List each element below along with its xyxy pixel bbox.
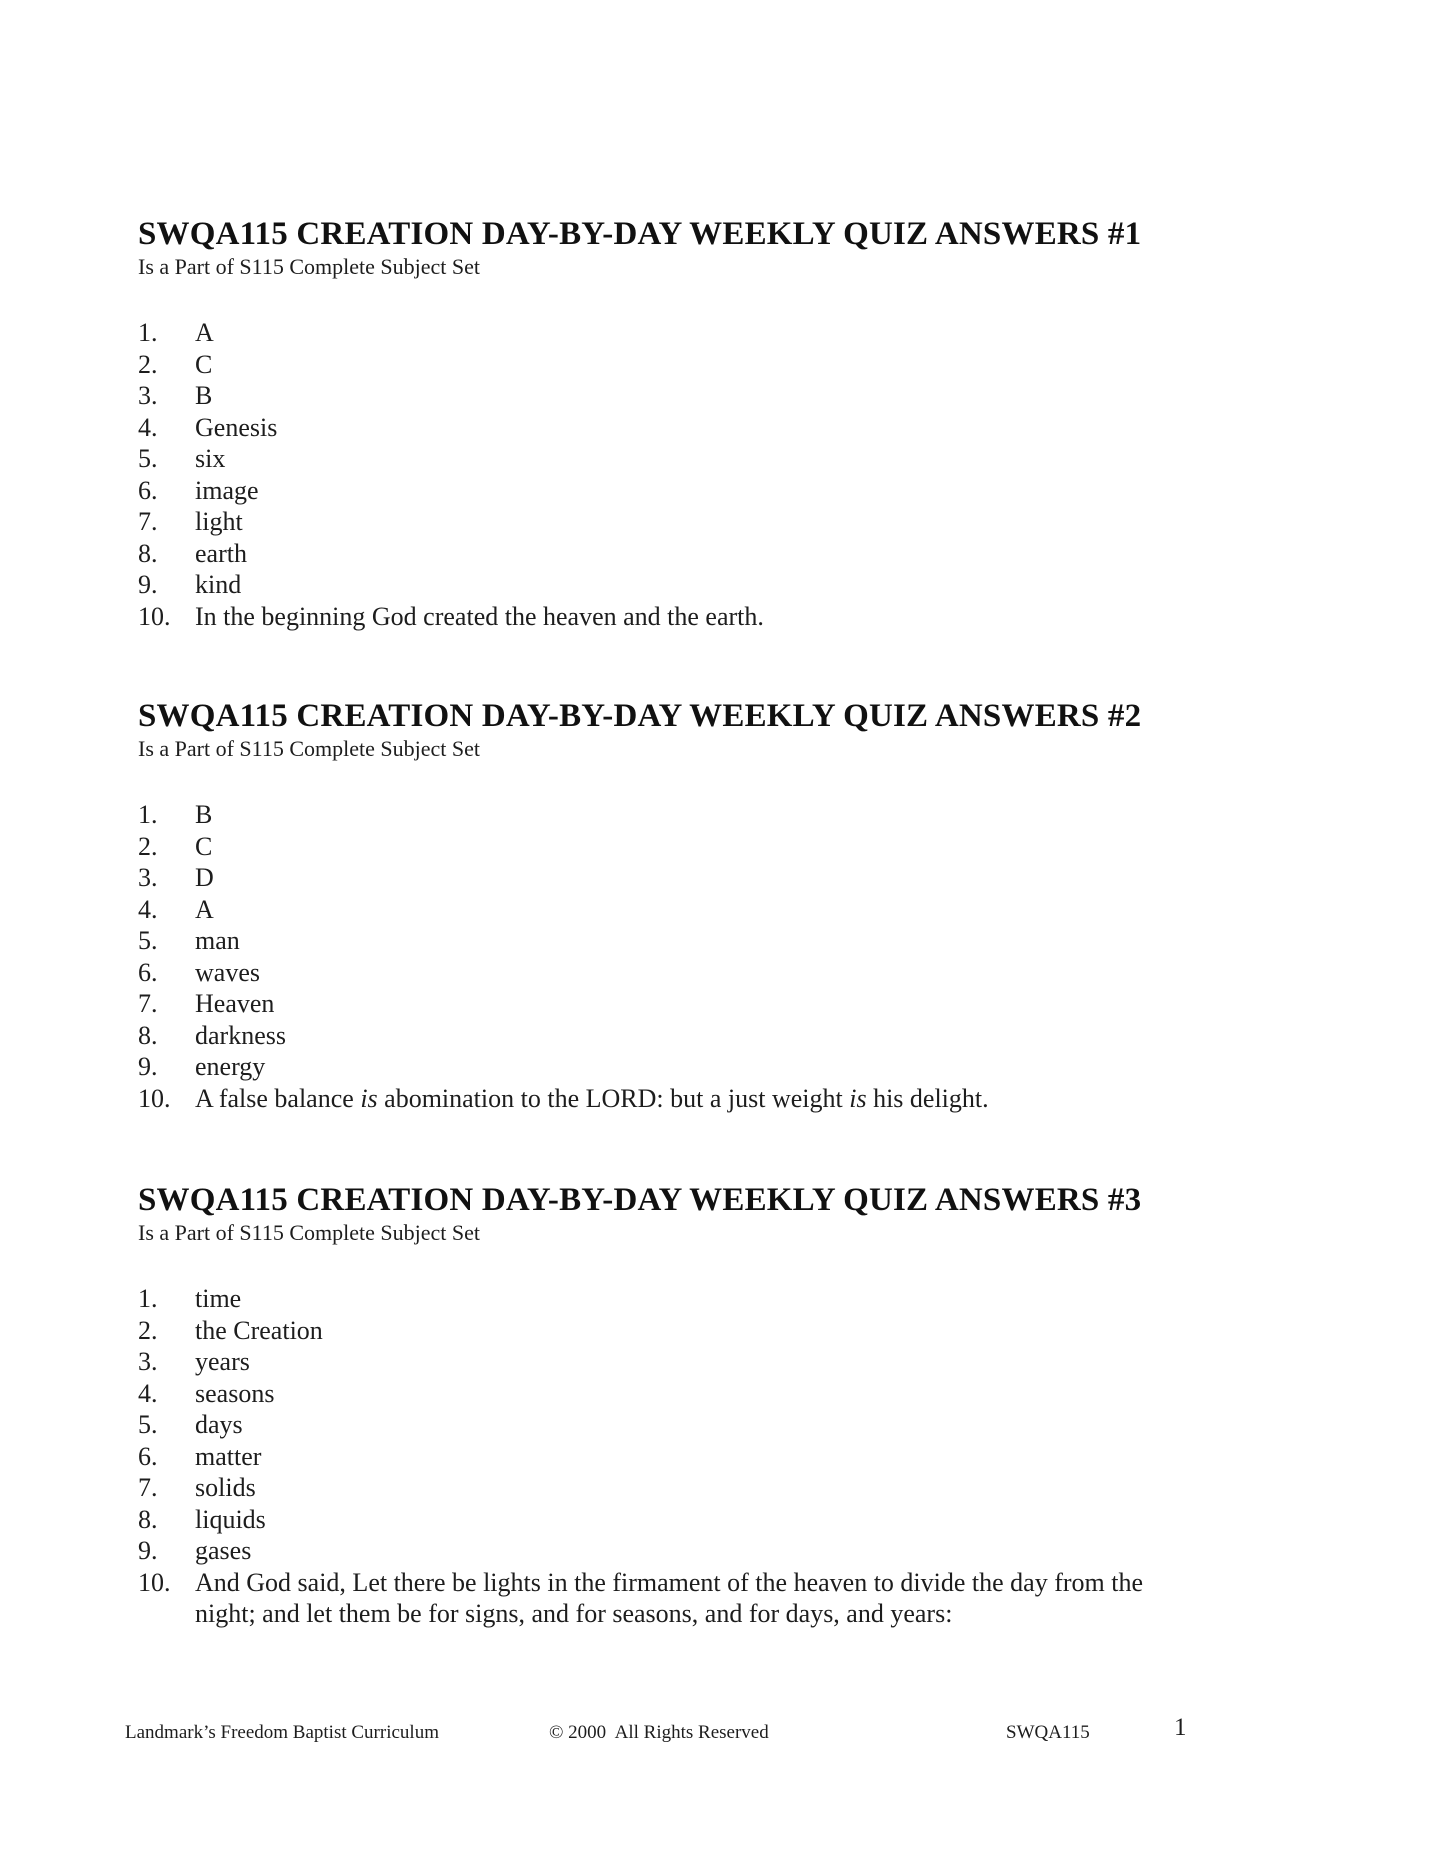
answer-number: 1. [138, 318, 158, 347]
answer-row [138, 601, 1318, 633]
answer-row [138, 317, 1318, 349]
answer-row [138, 1315, 1318, 1347]
answer-number: 9. [138, 1536, 158, 1565]
answer-text: A false balance is abomination to the LORD: but a just weight is his delight. [195, 1083, 989, 1113]
answer-text: B [195, 800, 213, 829]
answer-row [138, 443, 1318, 475]
quiz-heading: SWQA115 CREATION DAY-BY-DAY WEEKLY QUIZ ANSWERS #1 [138, 216, 1142, 252]
answer-text: gases [195, 1536, 252, 1565]
answer-text: time [195, 1284, 242, 1313]
quiz-subtitle: Is a Part of S115 Complete Subject Set [138, 254, 480, 279]
answer-number: 2. [138, 831, 158, 861]
answer-number: 10. [138, 1083, 171, 1113]
answer-number: 6. [138, 475, 158, 505]
answer-number: 5. [138, 926, 158, 955]
answer-text: years [195, 1347, 250, 1376]
footer-copyright: © 2000 All Rights Reserved [549, 1722, 769, 1743]
answer-number: 7. [138, 1473, 158, 1502]
answer-number: 8. [138, 538, 158, 568]
quiz-answers-section [138, 216, 1318, 632]
answer-row [138, 506, 1318, 538]
answer-list [138, 317, 1318, 632]
answer-row [138, 831, 1318, 863]
answer-row [138, 1567, 1318, 1630]
answer-row [138, 569, 1318, 601]
answer-row [138, 1441, 1318, 1473]
answer-text: C [195, 349, 213, 379]
answer-text: six [195, 444, 226, 473]
answer-text: And God said, Let there be lights in the firmament of the heaven to divide the day from the night; and let them be for signs, and for seasons, and for days, and years: [195, 1567, 1144, 1628]
answer-text: In the beginning God created the heaven and the earth. [195, 601, 764, 631]
answer-number: 3. [138, 381, 158, 410]
answer-number: 4. [138, 1378, 158, 1408]
answer-text: Genesis [195, 412, 278, 442]
answer-row [138, 988, 1318, 1020]
answer-row [138, 1346, 1318, 1378]
answer-number: 5. [138, 1410, 158, 1439]
answer-text: darkness [195, 1020, 286, 1050]
answer-text: earth [195, 538, 247, 568]
footer-course-code: SWQA115 [1006, 1722, 1090, 1743]
answer-number: 5. [138, 444, 158, 473]
answer-text: energy [195, 1052, 266, 1081]
answer-number: 10. [138, 601, 171, 631]
answer-row [138, 1283, 1318, 1315]
answer-number: 1. [138, 800, 158, 829]
answer-number: 9. [138, 1052, 158, 1081]
answer-row [138, 1535, 1318, 1567]
answer-text: C [195, 831, 213, 861]
answer-row [138, 1051, 1318, 1083]
answer-text: D [195, 863, 214, 892]
answer-list [138, 1283, 1318, 1630]
answer-row [138, 380, 1318, 412]
answer-number: 7. [138, 989, 158, 1018]
answer-number: 6. [138, 1441, 158, 1471]
quiz-answers-section [138, 1182, 1318, 1630]
answer-number: 7. [138, 507, 158, 536]
answer-row [138, 1083, 1318, 1115]
answer-text: A [195, 894, 214, 924]
answer-row [138, 412, 1318, 444]
answer-number: 3. [138, 1347, 158, 1376]
page-footer [0, 1714, 1445, 1749]
answer-row [138, 799, 1318, 831]
answer-text: matter [195, 1441, 262, 1471]
answer-row [138, 957, 1318, 989]
answer-row [138, 925, 1318, 957]
answer-list [138, 799, 1318, 1114]
answer-number: 6. [138, 957, 158, 987]
answer-row [138, 538, 1318, 570]
answer-text: seasons [195, 1378, 275, 1408]
answer-text: A [195, 318, 214, 347]
answer-row [138, 1504, 1318, 1536]
answer-number: 10. [138, 1567, 171, 1597]
quiz-subtitle: Is a Part of S115 Complete Subject Set [138, 736, 480, 761]
answer-number: 4. [138, 412, 158, 442]
answer-text: the Creation [195, 1315, 323, 1345]
footer-publisher: Landmark’s Freedom Baptist Curriculum [125, 1722, 439, 1743]
answer-number: 8. [138, 1504, 158, 1534]
quiz-heading: SWQA115 CREATION DAY-BY-DAY WEEKLY QUIZ ANSWERS #3 [138, 1182, 1142, 1218]
answer-row [138, 894, 1318, 926]
answer-row [138, 1378, 1318, 1410]
answer-row [138, 1409, 1318, 1441]
answer-number: 3. [138, 863, 158, 892]
answer-text: waves [195, 957, 260, 987]
answer-number: 2. [138, 1315, 158, 1345]
answer-number: 4. [138, 894, 158, 924]
answer-number: 1. [138, 1284, 158, 1313]
quiz-heading: SWQA115 CREATION DAY-BY-DAY WEEKLY QUIZ ANSWERS #2 [138, 698, 1142, 734]
answer-row [138, 1472, 1318, 1504]
answer-text: days [195, 1410, 243, 1439]
answer-text: kind [195, 570, 242, 599]
quiz-subtitle: Is a Part of S115 Complete Subject Set [138, 1220, 480, 1245]
footer-page-number: 1 [1174, 1714, 1187, 1741]
answer-row [138, 862, 1318, 894]
answer-text: light [195, 507, 243, 536]
quiz-answers-section [138, 698, 1318, 1114]
answer-text: solids [195, 1473, 256, 1502]
answer-text: B [195, 381, 213, 410]
answer-text: image [195, 475, 259, 505]
answer-text: Heaven [195, 989, 275, 1018]
answer-number: 9. [138, 570, 158, 599]
answer-row [138, 1020, 1318, 1052]
answer-number: 2. [138, 349, 158, 379]
answer-row [138, 349, 1318, 381]
answer-text: man [195, 926, 240, 955]
answer-row [138, 475, 1318, 507]
answer-number: 8. [138, 1020, 158, 1050]
answer-text: liquids [195, 1504, 266, 1534]
